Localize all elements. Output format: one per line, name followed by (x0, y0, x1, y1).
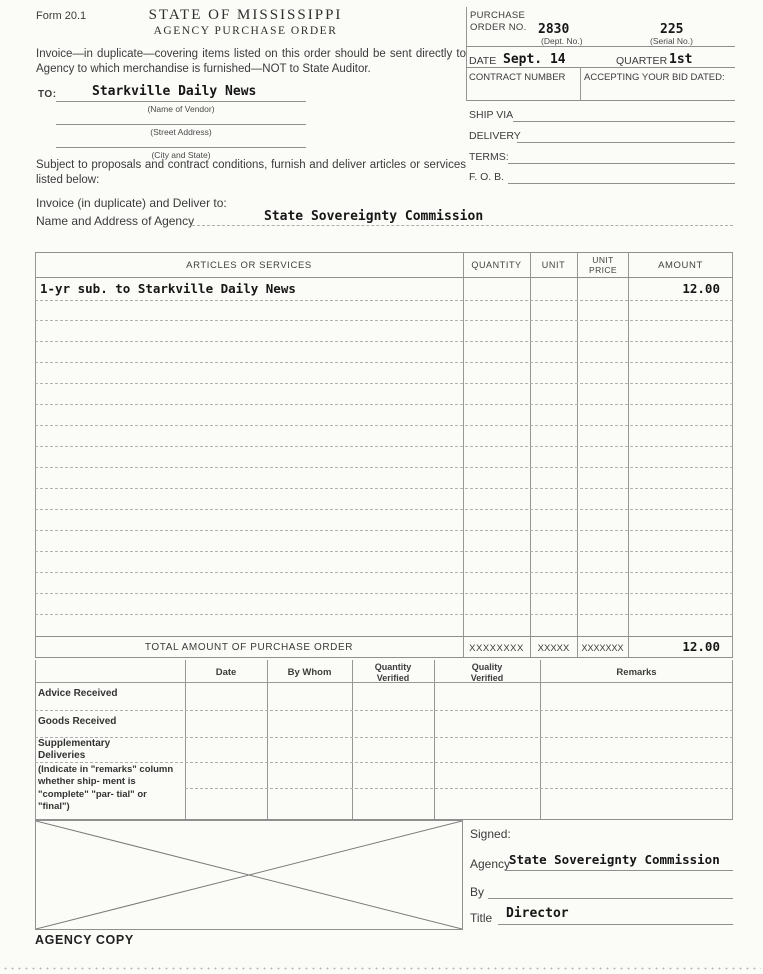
po-label-line1: PURCHASE (470, 10, 526, 21)
items-table (35, 252, 733, 658)
po-label-line2: ORDER NO. (470, 22, 527, 34)
column-header-quantity-verified: Quantity Verified (374, 662, 412, 683)
column-header-unit-price: UNIT PRICE (589, 255, 617, 276)
empty-item-row (35, 531, 733, 552)
table-border (35, 660, 36, 820)
total-quantity-fill: XXXXXXXX (469, 643, 524, 654)
agency-copy-label: AGENCY COPY (35, 933, 134, 947)
fill-in-line (56, 124, 306, 125)
header-divider (35, 682, 733, 683)
row-divider (35, 710, 733, 711)
form-number: Form 20.1 (36, 10, 87, 22)
invoice-deliver-label: Invoice (in duplicate) and Deliver to: (36, 196, 227, 210)
invoice-notice: Invoice—in duplicate—covering items listed on this order should be sent directly to Agency to which merchandise is furnished—NOT to State Auditor. (36, 48, 466, 75)
row-divider (35, 762, 733, 763)
fill-in-line (517, 142, 735, 143)
item-amount: 12.00 (682, 281, 720, 296)
empty-item-row (35, 615, 733, 636)
fill-in-line (508, 183, 735, 184)
subject-clause: Subject to proposals and contract conditions, furnish and deliver articles or services listed below: (36, 159, 466, 186)
signature-by-label: By (470, 885, 485, 899)
row-label-advice-received: Advice Received (38, 688, 118, 699)
fill-in-line (513, 121, 735, 122)
city-state-caption: (City and State) (151, 150, 211, 160)
item-description: 1-yr sub. to Starkville Daily News (40, 281, 296, 296)
date-label: DATE (469, 55, 497, 67)
remarks-instruction-note: (Indicate in "remarks" column whether ship- ment is "complete" "par- tial" or "final") (38, 764, 174, 813)
ship-via-label: SHIP VIA (469, 109, 514, 121)
quarter-value: 1st (669, 52, 693, 67)
empty-item-row (35, 384, 733, 405)
empty-item-row (35, 342, 733, 363)
total-unit-fill: XXXXX (537, 643, 570, 654)
signature-agency-value: State Sovereignty Commission (509, 852, 720, 867)
diagonal-cross-mark (36, 821, 462, 929)
signature-title-value: Director (506, 906, 569, 921)
fill-in-line (192, 225, 733, 226)
total-unit-price-fill: XXXXXXX (581, 643, 624, 653)
dept-no-caption: (Dept. No.) (541, 36, 583, 46)
table-border (732, 660, 733, 820)
signature-title-label: Title (470, 911, 493, 925)
total-label: TOTAL AMOUNT OF PURCHASE ORDER (144, 642, 354, 653)
column-header-articles: ARTICLES OR SERVICES (186, 260, 312, 271)
divider-line (466, 7, 467, 100)
signed-label: Signed: (470, 827, 511, 841)
divider-line (466, 67, 735, 68)
empty-item-row (35, 447, 733, 468)
fill-in-line (508, 163, 735, 164)
serial-no-caption: (Serial No.) (650, 36, 693, 46)
column-divider (352, 660, 353, 820)
scan-noise-strip (2, 966, 761, 972)
divider-line (580, 67, 581, 100)
total-amount: 12.00 (682, 639, 720, 654)
header-divider (35, 277, 733, 278)
crossed-out-box (35, 820, 463, 930)
agency-name-label: Name and Address of Agency (36, 214, 195, 228)
row-label-supplementary-deliveries: Supplementary Deliveries (38, 738, 111, 761)
column-header-quality-verified: Quality Verified (470, 662, 504, 683)
column-header-by-whom: By Whom (287, 667, 332, 678)
signature-line (488, 898, 733, 899)
column-divider (185, 660, 186, 820)
divider-line (466, 100, 735, 101)
street-address-caption: (Street Address) (150, 127, 212, 137)
column-header-amount: AMOUNT (658, 260, 703, 271)
date-value: Sept. 14 (503, 52, 566, 67)
delivery-label: DELIVERY (469, 130, 521, 142)
dept-no-value: 2830 (538, 22, 570, 37)
divider-line (466, 46, 735, 47)
column-divider (434, 660, 435, 820)
purchase-order-no-label (470, 10, 527, 35)
signature-agency-label: Agency (470, 857, 511, 871)
column-divider (267, 660, 268, 820)
column-header-quantity: QUANTITY (471, 260, 522, 270)
column-header-remarks: Remarks (616, 667, 657, 678)
signature-line (505, 870, 733, 871)
empty-item-row (35, 321, 733, 342)
vendor-name-value: Starkville Daily News (92, 84, 257, 99)
empty-item-row (35, 468, 733, 489)
empty-item-row (35, 300, 733, 321)
quarter-label: QUARTER (616, 55, 668, 67)
fill-in-line (56, 147, 306, 148)
column-header-date: Date (215, 667, 237, 678)
vendor-name-caption: (Name of Vendor) (147, 104, 215, 114)
empty-item-row (35, 363, 733, 384)
agency-name-value: State Sovereignty Commission (264, 209, 484, 224)
empty-item-row (35, 510, 733, 531)
empty-item-row (35, 552, 733, 573)
accepting-bid-label: ACCEPTING YOUR BID DATED: (584, 72, 725, 83)
empty-item-row (35, 573, 733, 594)
empty-item-row (35, 594, 733, 615)
fill-in-line (56, 101, 306, 102)
form-title: STATE OF MISSISSIPPI (148, 7, 343, 23)
empty-item-row (35, 405, 733, 426)
row-divider (185, 788, 733, 789)
fob-label: F. O. B. (469, 171, 505, 183)
receiving-record-table (35, 660, 733, 820)
signature-line (498, 924, 733, 925)
column-header-unit: UNIT (541, 260, 566, 270)
form-subtitle: AGENCY PURCHASE ORDER (153, 25, 338, 37)
column-divider (540, 660, 541, 820)
terms-label: TERMS: (469, 151, 509, 163)
total-row (35, 636, 733, 658)
serial-no-value: 225 (660, 22, 684, 37)
to-label: TO: (38, 89, 57, 100)
empty-item-row (35, 426, 733, 447)
empty-item-rows (35, 300, 733, 636)
row-label-goods-received: Goods Received (38, 716, 117, 727)
empty-item-row (35, 489, 733, 510)
contract-number-label: CONTRACT NUMBER (469, 72, 566, 83)
